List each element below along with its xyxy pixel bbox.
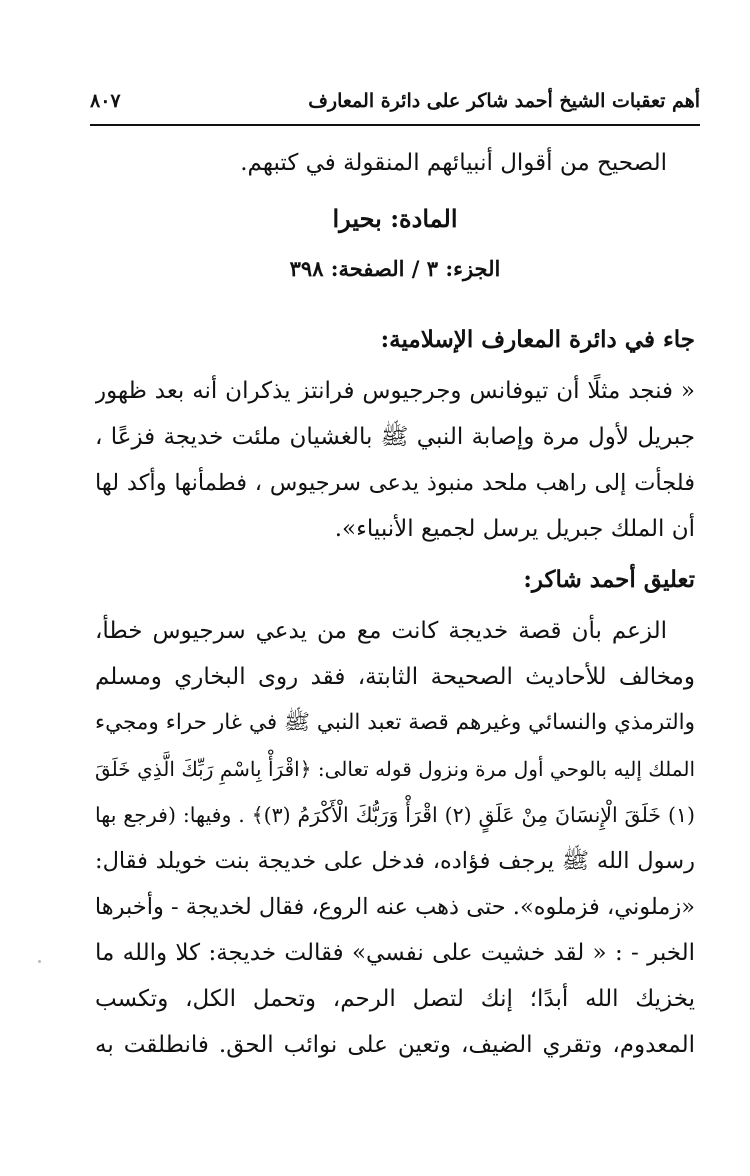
quote-line: جبريل لأول مرة وإصابة النبي ﷺ بالغشيان ملئت خديجة فزعًا ، xyxy=(95,424,695,450)
entry-reference: الجزء: ٣ / الصفحة: ٣٩٨ xyxy=(289,256,501,281)
quote-line: أن الملك جبريل يرسل لجميع الأنبياء». xyxy=(334,516,695,542)
commentary-line: يخزيك الله أبدًا؛ إنك لتصل الرحم، وتحمل الكل، وتكسب xyxy=(95,986,695,1012)
margin-speck xyxy=(38,960,41,963)
commentary-line: «زملوني، فزملوه». حتى ذهب عنه الروع، فقال لخديجة - وأخبرها xyxy=(95,894,695,920)
quote-line: « فنجد مثلًا أن تيوفانس وجرجيوس فرانتز يذكران أنه بعد ظهور xyxy=(95,378,695,404)
commentary-line: الزعم بأن قصة خديجة كانت مع من يدعي سرجيوس خطأ، xyxy=(95,618,667,644)
commentary-line: (١) خَلَقَ الْإِنسَانَ مِنْ عَلَقٍ (٢) اقْرَأْ وَرَبُّكَ الْأَكْرَمُ (٣)﴾ . وفيها: (فرجع بها xyxy=(95,803,695,827)
document-body xyxy=(95,140,695,1068)
page-number: ٨٠٧ xyxy=(90,90,121,112)
commentary-line: المعدوم، وتقري الضيف، وتعين على نوائب الحق. فانطلقت به xyxy=(95,1032,695,1058)
intro-line: الصحيح من أقوال أنبيائهم المنقولة في كتبهم. xyxy=(240,150,667,176)
quote-line: فلجأت إلى راهب ملحد منبوذ يدعى سرجيوس ، فطمأنها وأكد لها xyxy=(95,470,695,496)
header-rule xyxy=(90,124,700,126)
commentary-line: والترمذي والنسائي وغيرهم قصة تعبد النبي ﷺ في غار حراء ومجيء xyxy=(95,710,695,735)
header-title: أهم تعقبات الشيخ أحمد شاكر على دائرة المعارف xyxy=(308,90,700,112)
commentary-line: ومخالف للأحاديث الصحيحة الثابتة، فقد روى البخاري ومسلم xyxy=(95,664,695,690)
running-header xyxy=(90,88,700,122)
section-heading-encyclopedia: جاء في دائرة المعارف الإسلامية: xyxy=(380,326,695,353)
encyclopedia-quote xyxy=(95,368,695,552)
section-heading-commentary: تعليق أحمد شاكر: xyxy=(523,566,695,593)
entry-title: المادة: بحيرا xyxy=(332,204,458,233)
commentary-line: رسول الله ﷺ يرجف فؤاده، فدخل على خديجة بنت خويلد فقال: xyxy=(95,848,695,874)
commentary-paragraph xyxy=(95,608,695,1068)
commentary-line: الملك إليه بالوحي أول مرة ونزول قوله تعالى: ﴿اقْرَأْ بِاسْمِ رَبِّكَ الَّذِي خَلَقَ xyxy=(95,757,695,781)
commentary-line: الخبر - : « لقد خشيت على نفسي» فقالت خديجة: كلا والله ما xyxy=(95,940,695,966)
